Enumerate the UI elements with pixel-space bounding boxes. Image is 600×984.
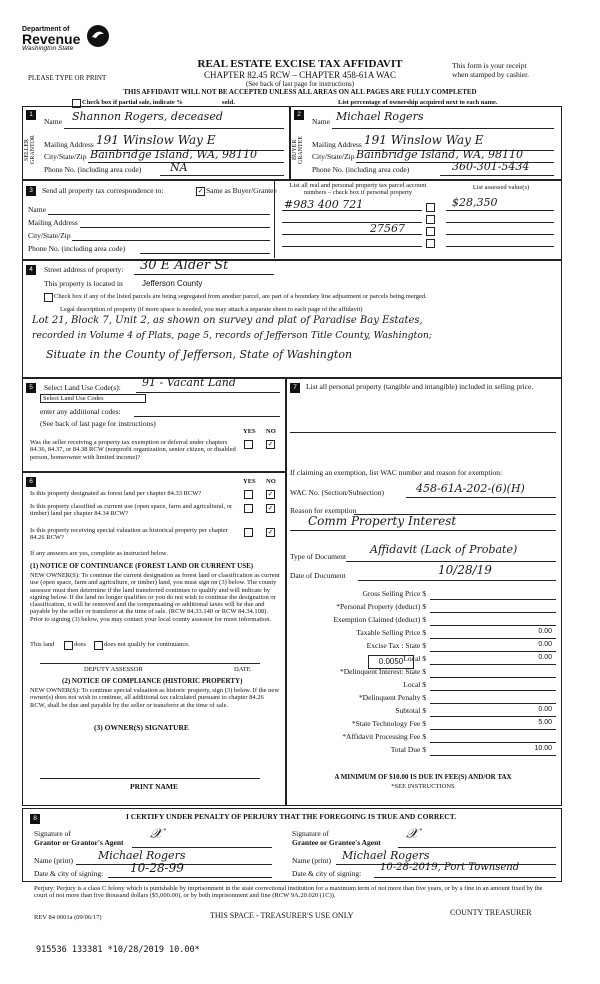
reason-label: Reason for exemption [290, 506, 357, 515]
tax-row [290, 614, 558, 627]
tax-row-value[interactable]: 0.00 [538, 706, 552, 713]
section-4-number: 4 [26, 265, 36, 275]
deputy-date-label: DATE [234, 666, 251, 673]
street-field[interactable]: 30 E Alder St [140, 258, 229, 273]
legal-line-1[interactable]: Lot 21, Block 7, Unit 2, as shown on survey and plat of Paradise Bay Estates, [32, 315, 423, 326]
partial-sale-label: Check box if partial sale, indicate % [82, 99, 183, 106]
reason-field[interactable]: Comm Property Interest [308, 514, 457, 528]
tax-row-label: Gross Selling Price $ [362, 589, 426, 598]
parcel-header: List all real and personal property tax parcel account numbers – check box if personal property [289, 182, 427, 197]
sold-label: sold. [222, 99, 235, 106]
seller-grantor-label: SELLER GRANTOR [24, 135, 36, 165]
buyer-mailing-field[interactable]: 191 Winslow Way E [364, 133, 484, 147]
grantor-signature[interactable]: 𝒳 [150, 826, 163, 842]
does-not-label: does not qualify for continuance. [104, 641, 190, 648]
tax-row [290, 640, 558, 653]
if-yes-instructions: If any answers are yes, complete as instructed below. [30, 550, 168, 557]
corr-phone-label: Phone No. (including area code) [28, 244, 126, 253]
tax-row-label: Exemption Claimed (deduct) $ [333, 615, 426, 624]
exemption-yes-checkbox[interactable] [244, 440, 253, 449]
notice-continuance-title: (1) NOTICE OF CONTINUANCE (FOREST LAND OR CURRENT USE) [30, 562, 254, 570]
s5-no-header: NO [266, 428, 276, 435]
tax-row-label: *Delinquent Penalty $ [358, 693, 426, 702]
grantor-sig-label2: Grantor or Grantor's Agent [34, 838, 124, 847]
logo-line1: Department of [22, 26, 70, 33]
tax-row [290, 731, 558, 744]
s5-yes-header: YES [243, 428, 256, 435]
tax-row-value[interactable]: 0.00 [538, 628, 552, 635]
doc-type-label: Type of Document [290, 552, 347, 561]
land-use-see-back: (See back of last page for instructions) [40, 419, 156, 428]
print-name-label: PRINT NAME [130, 782, 178, 791]
seller-phone-field[interactable]: NA [170, 161, 188, 174]
owner-signature-label: (3) OWNER(S) SIGNATURE [94, 723, 189, 732]
exemption-claim-label: If claiming an exemption, list WAC number and reason for exemption: [290, 468, 503, 477]
tax-row [290, 588, 558, 601]
grantee-sig-label1: Signature of [292, 829, 329, 838]
receipt-line1: This form is your receipt [452, 61, 527, 70]
doc-type-field[interactable]: Affidavit (Lack of Probate) [370, 543, 518, 556]
local-rate-field[interactable]: 0.0050 [378, 657, 404, 666]
seller-city-label: City/State/Zip [44, 152, 87, 161]
additional-codes-label: enter any additional codes: [40, 407, 121, 416]
does-qualify-checkbox[interactable] [64, 641, 73, 650]
form-warning: THIS AFFIDAVIT WILL NOT BE ACCEPTED UNLESS ALL AREAS ON ALL PAGES ARE FULLY COMPLETED [123, 88, 477, 96]
grantee-date-field[interactable]: 10-28-2019, Port Townsend [380, 862, 520, 873]
parcel-3-personal-checkbox[interactable] [426, 227, 435, 236]
historical-no-checkbox[interactable]: ✓ [267, 528, 274, 536]
forest-yes-checkbox[interactable] [244, 490, 253, 499]
parcel-2-personal-checkbox[interactable] [426, 215, 435, 224]
section-2-number: 2 [294, 110, 304, 120]
form-title: REAL ESTATE EXCISE TAX AFFIDAVIT [197, 58, 403, 70]
minimum-due: A MINIMUM OF $10.00 IS DUE IN FEE(S) AND/OR TAX [334, 773, 512, 781]
grantor-name-field[interactable]: Michael Rogers [98, 849, 186, 862]
assessed-header: List assessed value(s) [472, 184, 530, 191]
tax-row-label: Local $ [403, 680, 426, 689]
grantor-name-label: Name (print) [34, 856, 73, 865]
tax-row-label: *Affidavit Processing Fee $ [342, 732, 426, 741]
buyer-grantee-label: BUYER GRANTEE [292, 136, 304, 164]
grantee-signature[interactable]: 𝒳 [406, 826, 419, 842]
dor-logo [22, 26, 122, 66]
tax-row [290, 692, 558, 705]
located-label: This property is located in [44, 279, 123, 288]
tax-row-value[interactable]: 0.00 [538, 654, 552, 661]
land-use-select[interactable]: Select Land Use Codes [40, 394, 146, 403]
land-use-field[interactable]: 91 - Vacant Land [142, 376, 236, 389]
corr-mailing-label: Mailing Address [28, 218, 78, 227]
tax-row-label: Local $ [403, 654, 426, 663]
notice-compliance-title: (2) NOTICE OF COMPLIANCE (HISTORIC PROPERTY) [62, 677, 243, 685]
historical-question: Is this property receiving special valuation as historical property per chapter 84.26 RCW? [30, 527, 228, 542]
seller-name-field[interactable]: Shannon Rogers, deceased [72, 110, 223, 123]
tax-row [290, 666, 558, 679]
form-chapter: CHAPTER 82.45 RCW – CHAPTER 458-61A WAC [204, 70, 396, 80]
section-7-number: 7 [290, 383, 300, 393]
grantee-name-field[interactable]: Michael Rogers [342, 849, 430, 862]
tax-row [290, 601, 558, 614]
corr-name-label: Name [28, 205, 46, 214]
seller-phone-label: Phone No. (including area code) [44, 165, 142, 174]
tax-row-label: Taxable Selling Price $ [356, 628, 426, 637]
parcel-4-personal-checkbox[interactable] [426, 239, 435, 248]
buyer-name-field[interactable]: Michael Rogers [336, 110, 424, 123]
section-forest-land [22, 472, 286, 806]
tax-row-value[interactable]: 10.00 [534, 745, 552, 752]
tax-row-label: Subtotal $ [395, 706, 426, 715]
form-number: REV 84 0001a (09/06/17) [34, 914, 102, 921]
tax-table [290, 588, 558, 756]
wac-label: WAC No. (Section/Subsection) [290, 488, 384, 497]
buyer-phone-field[interactable]: 360-301-5434 [452, 160, 530, 173]
wac-field[interactable]: 458-61A-202-(6)(H) [416, 482, 525, 495]
current-use-yes-checkbox[interactable] [244, 504, 253, 513]
tax-row [290, 744, 558, 757]
legal-line-3[interactable]: Situate in the County of Jefferson, State of Washington [46, 348, 353, 361]
street-label: Street address of property: [44, 265, 124, 274]
treasurer-only: THIS SPACE - TREASURER'S USE ONLY [210, 911, 354, 920]
corr-city-label: City/State/Zip [28, 231, 71, 240]
washington-logo-icon [86, 24, 110, 48]
ownership-pct-label: List percentage of ownership acquired next to each name. [338, 99, 498, 106]
tax-row [290, 627, 558, 640]
notice-continuance-body: NEW OWNER(S): To continue the current designation as forest land or classification as current use (open space, farm and agriculture, or timber) land, you must sign on (3) below. The county assessor must then determine if the land transferred continues to qualify and will indicate by signing below. If the land no longer qualifies or you do not wish to continue the designation or classification, it will be removed and the compensating or additional taxes will be due and payable by the seller or transferor at the time of sale. (RCW 84.33.140 or RCW 84.34.108). Prior to signing (3) below, you may contact your local county assessor for more information. [30, 572, 280, 623]
buyer-city-field[interactable]: Bainbridge Island, WA, 98110 [356, 148, 524, 161]
exemption-question: Was the seller receiving a property tax exemption or deferral under chapters 84.36, 84.37, or 84.38 RCW (nonprofit organization, senior citizen, or disabled person, homeowner with limited income)? [30, 439, 236, 461]
forest-no-checkbox[interactable]: ✓ [267, 490, 274, 498]
grantee-date-label: Date & city of signing: [292, 869, 362, 878]
segregated-checkbox[interactable] [44, 293, 53, 302]
does-not-qualify-checkbox[interactable] [94, 641, 103, 650]
assessed-1-field[interactable]: $28,350 [452, 196, 498, 209]
tax-row-value[interactable]: 5.00 [538, 719, 552, 726]
same-as-buyer-label: Same as Buyer/Grantee [206, 186, 277, 195]
section-6-number: 6 [26, 477, 36, 487]
doc-date-label: Date of Document [290, 571, 346, 580]
current-use-no-checkbox[interactable]: ✓ [267, 504, 274, 512]
tax-row-label: Total Due $ [390, 745, 426, 754]
deputy-assessor-label: DEPUTY ASSESSOR [84, 666, 143, 673]
land-use-label: Select Land Use Code(s): [44, 383, 121, 392]
buyer-phone-label: Phone No. (including area code) [312, 165, 410, 174]
historical-yes-checkbox[interactable] [244, 528, 253, 537]
this-land-label: This land [30, 641, 55, 648]
buyer-name-label: Name [312, 117, 330, 126]
grantor-sig-label1: Signature of [34, 829, 71, 838]
tax-row-label: Excise Tax : State $ [366, 641, 426, 650]
tax-row-label: *Personal Property (deduct) $ [336, 602, 426, 611]
parcel-1-personal-checkbox[interactable] [426, 203, 435, 212]
grantor-date-label: Date & city of signing: [34, 869, 104, 878]
section-8-number: 8 [30, 814, 40, 824]
does-label: does [74, 641, 86, 648]
parcel-1-field[interactable]: #983 400 721 [284, 198, 364, 211]
segregated-label: Check box if any of the listed parcels are being segregated from another parcel, are part of a boundary line adjustment or parcels being merged. [54, 293, 427, 300]
seller-city-field[interactable]: Bainbridge Island, WA, 98110 [90, 148, 258, 161]
buyer-city-label: City/State/Zip [312, 152, 355, 161]
grantee-sig-label2: Grantee or Grantee's Agent [292, 838, 381, 847]
section-3-number: 3 [26, 186, 36, 196]
tax-row [290, 653, 558, 666]
certify-statement: I CERTIFY UNDER PENALTY OF PERJURY THAT THE FOREGOING IS TRUE AND CORRECT. [126, 812, 457, 821]
forest-question: Is this property designated as forest land per chapter 84.33 RCW? [30, 490, 202, 497]
seller-mailing-field[interactable]: 191 Winslow Way E [96, 133, 216, 147]
receipt-line2: when stamped by cashier. [452, 70, 530, 79]
tax-row [290, 679, 558, 692]
logo-line3: Washington State [22, 45, 74, 52]
county-field[interactable]: Jefferson County [142, 279, 203, 288]
grantor-date-field[interactable]: 10-28-99 [130, 861, 184, 875]
form-see-back: (See back of last page for instructions) [245, 80, 355, 88]
section-5-number: 5 [26, 383, 36, 393]
buyer-mailing-label: Mailing Address [312, 140, 362, 149]
legal-label: Legal description of property (if more space is needed, you may attach a separate sheet to each page of the affidavit) [60, 306, 363, 313]
send-correspondence-label: Send all property tax correspondence to: [42, 186, 164, 195]
exemption-no-checkbox[interactable]: ✓ [267, 440, 274, 448]
s6-yes-header: YES [243, 478, 256, 485]
see-instructions: *SEE INSTRUCTIONS [391, 783, 455, 790]
perjury-notice: Perjury: Perjury is a class C felony which is punishable by imprisonment in the state correctional institution for a maximum term of not more than five years, or by a fine in an amount fixed by the court of not more than five thousand dollars ($5,000.00), or by both imprisonment and fine (RCW 9A.20.020 (1C)). [34, 885, 543, 900]
seller-name-label: Name [44, 117, 62, 126]
logo-line2: Revenue [22, 31, 81, 47]
personal-property-label: List all personal property (tangible and intangible) included in selling price. [306, 382, 534, 391]
county-treasurer: COUNTY TREASURER [450, 908, 532, 917]
legal-line-2[interactable]: recorded in Volume 4 of Plats, page 5, records of Jefferson Title County, Washington; [32, 330, 432, 341]
tax-row-label: *State Technology Fee $ [351, 719, 426, 728]
current-use-question: Is this property classified as current use (open space, farm and agricultural, or timber) land per chapter 84.34 RCW? [30, 503, 233, 518]
s6-no-header: NO [266, 478, 276, 485]
doc-date-field[interactable]: 10/28/19 [438, 563, 492, 577]
tax-row [290, 705, 558, 718]
notice-compliance-body: NEW OWNER(S): To continue special valuation as historic property, sign (3) below. If the new owner(s) does not wish to continue, all additional tax calculated pursuant to chapter 84.26 RCW, shall be due and payable by the seller or transferor at the time of sale. [30, 687, 280, 709]
parcel-2-field[interactable]: 27567 [370, 222, 405, 235]
tax-row [290, 718, 558, 731]
section-1-number: 1 [26, 110, 36, 120]
same-as-buyer-checkbox[interactable]: ✓ [197, 187, 204, 195]
cashier-stamp: 915536 133381 *10/28/2019 10.00* [36, 945, 200, 955]
tax-row-value[interactable]: 0.00 [538, 641, 552, 648]
please-type: PLEASE TYPE OR PRINT [28, 74, 107, 82]
seller-mailing-label: Mailing Address [44, 140, 94, 149]
tax-row-label: *Delinquent Interest: State $ [339, 667, 426, 676]
grantee-name-label: Name (print) [292, 856, 331, 865]
